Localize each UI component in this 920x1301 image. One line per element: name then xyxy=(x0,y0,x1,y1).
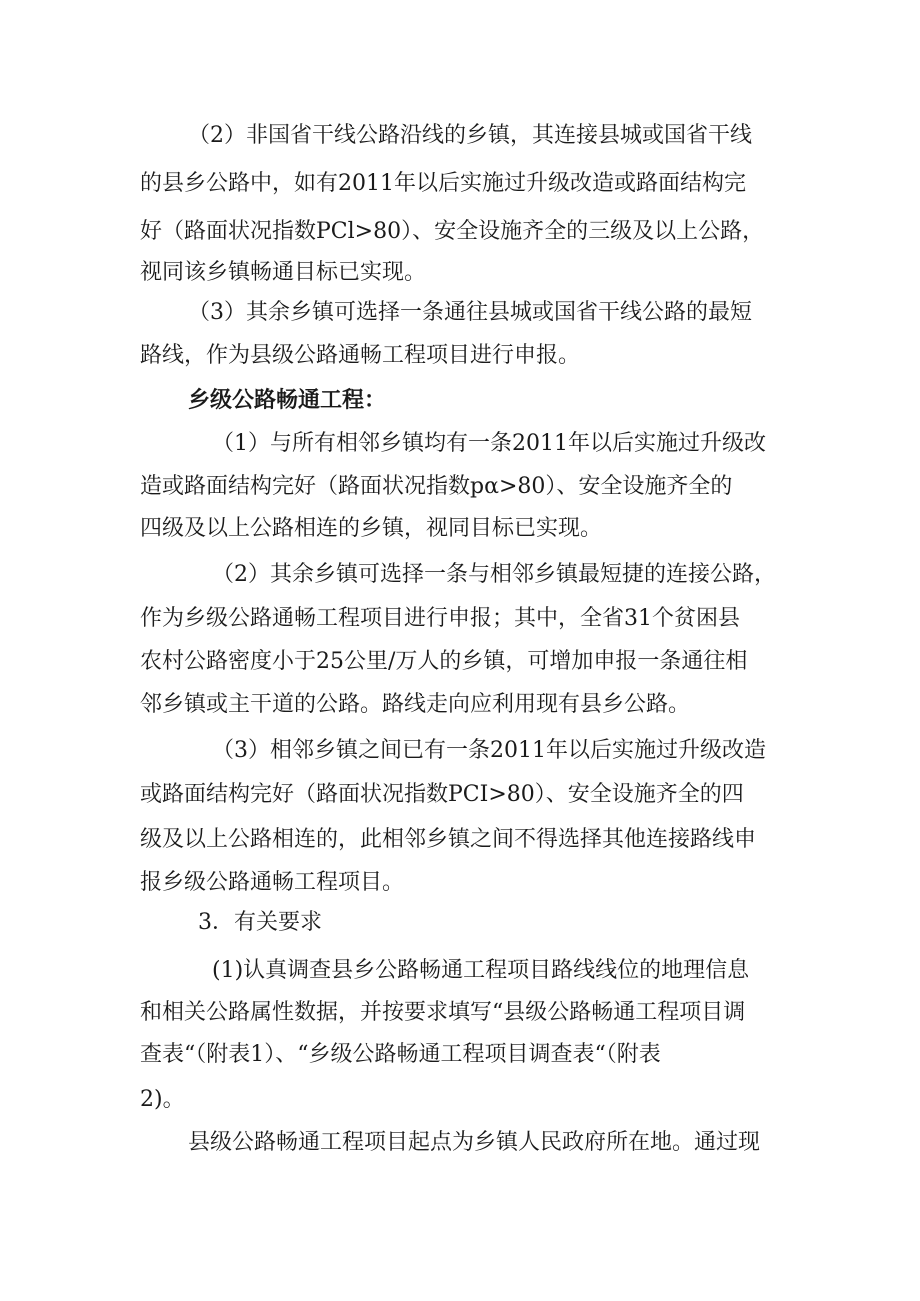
paragraph-line: （2）其余乡镇可选择一条与相邻乡镇最短捷的连接公路， xyxy=(212,562,776,587)
paragraph-line: 县级公路畅通工程项目起点为乡镇人民政府所在地。通过现 xyxy=(188,1130,761,1155)
paragraph-line: 或路面结构完好（路面状况指数PCI>80）、安全设施齐全的四 xyxy=(140,782,744,807)
paragraph-line: 查表“（附表1）、“乡级公路畅通工程项目调查表“（附表 xyxy=(140,1042,661,1067)
paragraph-line: (1)认真调查县乡公路畅通工程项目路线线位的地理信息 xyxy=(212,958,750,983)
section-heading: 乡级公路畅通工程： xyxy=(188,387,387,413)
paragraph-line: 视同该乡镇畅通目标已实现。 xyxy=(140,260,427,285)
paragraph-line: （1）与所有相邻乡镇均有一条2011年以后实施过升级改 xyxy=(212,431,766,456)
paragraph-line: 好（路面状况指数PCl>80）、安全设施齐全的三级及以上公路， xyxy=(140,219,765,244)
paragraph-line: 路线，作为县级公路通畅工程项目进行申报。 xyxy=(140,343,581,368)
paragraph-line: （3）相邻乡镇之间已有一条2011年以后实施过升级改造 xyxy=(212,738,766,763)
paragraph-line: 2)。 xyxy=(140,1087,185,1112)
paragraph-line: 四级及以上公路相连的乡镇，视同目标已实现。 xyxy=(140,516,603,541)
paragraph-line: 农村公路密度小于25公里/万人的乡镇，可增加申报一条通往相 xyxy=(140,649,748,674)
paragraph-line: 的县乡公路中，如有2011年以后实施过升级改造或路面结构完 xyxy=(140,171,746,196)
paragraph-line: 和相关公路属性数据，并按要求填写“县级公路畅通工程项目调 xyxy=(140,1000,746,1025)
paragraph-line: 作为乡级公路通畅工程项目进行申报；其中，全省31个贫困县 xyxy=(140,606,740,631)
paragraph-line: 报乡级公路通畅工程项目。 xyxy=(140,870,405,895)
section-heading: 3．有关要求 xyxy=(198,910,322,935)
paragraph-line: （3）其余乡镇可选择一条通往县城或国省干线公路的最短 xyxy=(188,300,752,325)
paragraph-line: 造或路面结构完好（路面状况指数pα>80）、安全设施齐全的 xyxy=(140,474,733,499)
paragraph-line: （2）非国省干线公路沿线的乡镇，其连接县城或国省干线 xyxy=(188,123,752,148)
paragraph-line: 邻乡镇或主干道的公路。路线走向应利用现有县乡公路。 xyxy=(140,692,691,717)
paragraph-line: 级及以上公路相连的，此相邻乡镇之间不得选择其他连接路线申 xyxy=(140,827,757,852)
